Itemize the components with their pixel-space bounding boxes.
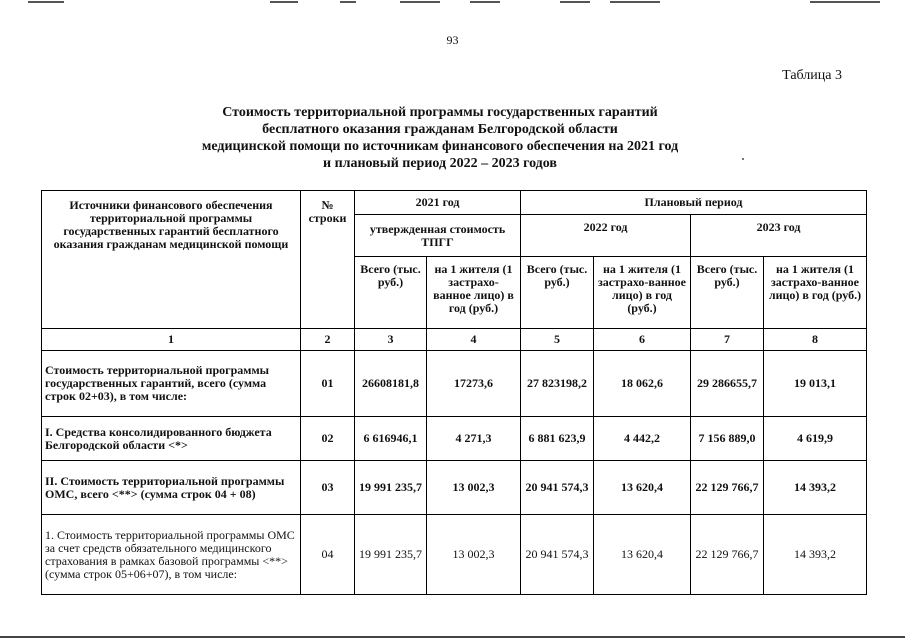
cell-value: 13 620,4 <box>594 461 691 515</box>
header-planned-period: Плановый период <box>521 191 867 215</box>
title-line: медицинской помощи по источникам финансового обеспечения на 2021 год <box>201 139 679 154</box>
header-total: Всего (тыс. руб.) <box>521 257 594 329</box>
scan-top-edge <box>0 0 905 4</box>
row-label: Стоимость территориальной программы государственных гарантий, всего (сумма строк 02+03), в том числе: <box>42 351 301 417</box>
row-label: II. Стоимость территориальной программы ОМС, всего <**> (сумма строк 04 + 08) <box>42 461 301 515</box>
header-approved-cost: утвержденная стоимость ТПГГ <box>355 215 521 257</box>
cell-value: 20 941 574,3 <box>521 515 594 595</box>
column-number: 6 <box>594 329 691 351</box>
cell-value: 7 156 889,0 <box>691 417 764 461</box>
header-year-2023: 2023 год <box>691 215 867 257</box>
cell-value: 19 991 235,7 <box>355 461 427 515</box>
title-line: и плановый период 2022 – 2023 годов <box>323 156 557 171</box>
column-number: 4 <box>427 329 521 351</box>
scan-speck <box>742 158 744 160</box>
table-row <box>42 515 867 595</box>
header-year-2021: 2021 год <box>355 191 521 215</box>
cell-value: 4 271,3 <box>427 417 521 461</box>
row-label: I. Средства консолидированного бюджета Белгородской области <*> <box>42 417 301 461</box>
header-total: Всего (тыс. руб.) <box>691 257 764 329</box>
cell-value: 22 129 766,7 <box>691 515 764 595</box>
cell-value: 6 881 623,9 <box>521 417 594 461</box>
header-per-capita: на 1 жителя (1 застрахо-ванное лицо) в год (руб.) <box>427 257 521 329</box>
cell-value: 14 393,2 <box>764 515 867 595</box>
column-number: 2 <box>301 329 355 351</box>
header-per-capita: на 1 жителя (1 застрахо-ванное лицо) в год (руб.) <box>764 257 867 329</box>
cell-value: 29 286655,7 <box>691 351 764 417</box>
table-row <box>42 351 867 417</box>
cell-value: 4 442,2 <box>594 417 691 461</box>
cell-value: 6 616946,1 <box>355 417 427 461</box>
row-number: 01 <box>301 351 355 417</box>
cell-value: 4 619,9 <box>764 417 867 461</box>
column-number: 1 <box>42 329 301 351</box>
cell-value: 13 002,3 <box>427 461 521 515</box>
scan-bottom-edge <box>0 636 905 638</box>
cell-value: 19 991 235,7 <box>355 515 427 595</box>
header-row-number: № строки <box>301 191 355 329</box>
header-per-capita: на 1 жителя (1 застрахо-ванное лицо) в год (руб.) <box>594 257 691 329</box>
column-number: 5 <box>521 329 594 351</box>
header-year-2022: 2022 год <box>521 215 691 257</box>
column-number: 8 <box>764 329 867 351</box>
cell-value: 14 393,2 <box>764 461 867 515</box>
cell-value: 20 941 574,3 <box>521 461 594 515</box>
header-total: Всего (тыс. руб.) <box>355 257 427 329</box>
cell-value: 26608181,8 <box>355 351 427 417</box>
table-row <box>42 417 867 461</box>
table-label: Таблица 3 <box>782 68 842 83</box>
row-label: 1. Стоимость территориальной программы ОМС за счет средств обязательного медицинского страхования в рамках базовой программы <**> (сумма строк 05+06+07), в том числе: <box>42 515 301 595</box>
cell-value: 19 013,1 <box>764 351 867 417</box>
cell-value: 27 823198,2 <box>521 351 594 417</box>
column-number: 3 <box>355 329 427 351</box>
cell-value: 17273,6 <box>427 351 521 417</box>
column-number: 7 <box>691 329 764 351</box>
cell-value: 13 620,4 <box>594 515 691 595</box>
header-source: Источники финансового обеспечения территориальной программы государственных гарантий бесплатного оказания гражданам медицинской помощи <box>42 191 301 329</box>
cell-value: 22 129 766,7 <box>691 461 764 515</box>
title-line: бесплатного оказания гражданам Белгородской области <box>262 122 618 137</box>
cell-value: 18 062,6 <box>594 351 691 417</box>
title-line: Стоимость территориальной программы государственных гарантий <box>222 105 658 120</box>
page-number: 93 <box>446 33 459 47</box>
financing-table <box>41 190 867 595</box>
row-number: 04 <box>301 515 355 595</box>
row-number: 02 <box>301 417 355 461</box>
cell-value: 13 002,3 <box>427 515 521 595</box>
row-number: 03 <box>301 461 355 515</box>
table-row <box>42 461 867 515</box>
document-title <box>120 104 760 172</box>
